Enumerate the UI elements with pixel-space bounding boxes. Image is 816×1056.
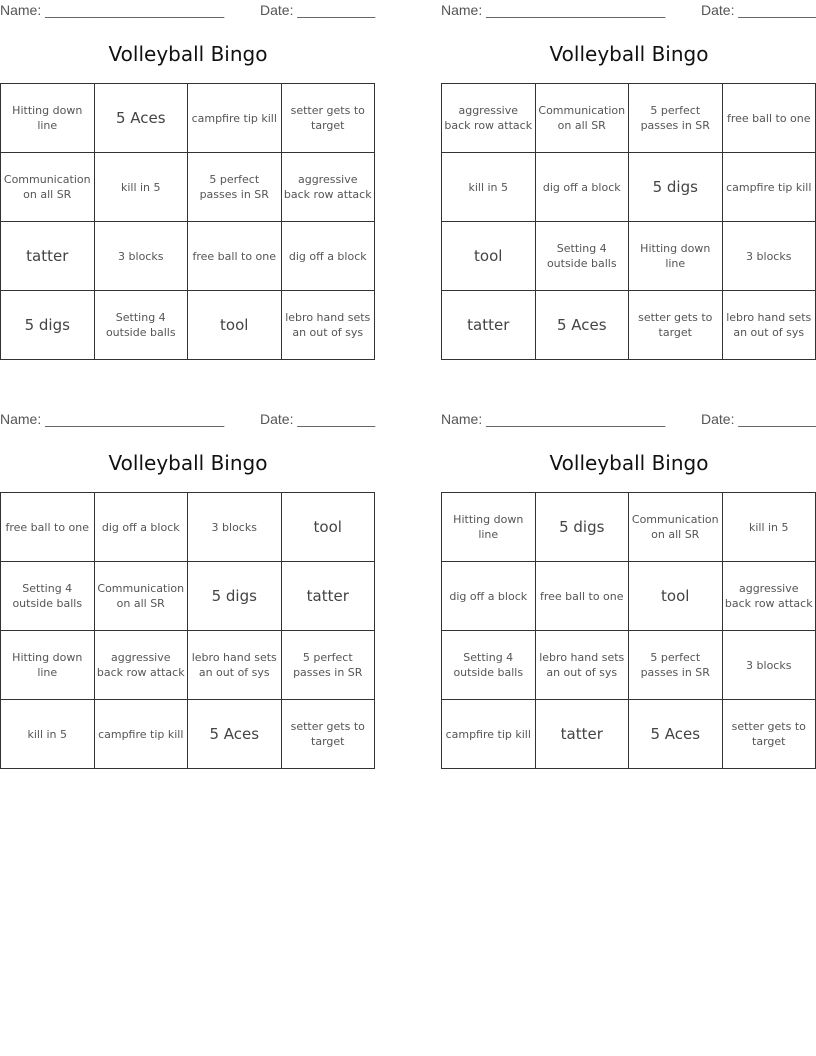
bingo-cell: Hitting down line	[629, 222, 723, 291]
grid-row	[1, 222, 375, 291]
bingo-cell: 3 blocks	[188, 493, 282, 562]
bingo-grid	[0, 83, 375, 360]
bingo-cell: Hitting down line	[1, 631, 95, 700]
name-field-label[interactable]: Name: _______________________	[0, 2, 225, 18]
bingo-cell: aggressive back row attack	[722, 562, 816, 631]
bingo-cell: Setting 4 outside balls	[442, 631, 536, 700]
grid-row	[1, 153, 375, 222]
bingo-cell: 5 Aces	[94, 84, 188, 153]
bingo-card-4	[441, 409, 816, 789]
bingo-cell: lebro hand sets an out of sys	[535, 631, 629, 700]
bingo-grid	[441, 83, 816, 360]
bingo-card-1	[0, 0, 376, 380]
bingo-cell: Setting 4 outside balls	[535, 222, 629, 291]
bingo-cell: kill in 5	[94, 153, 188, 222]
bingo-cell: tatter	[442, 291, 536, 360]
bingo-cell: dig off a block	[94, 493, 188, 562]
bingo-cell: kill in 5	[722, 493, 816, 562]
bingo-cell: campfire tip kill	[188, 84, 282, 153]
bingo-cell: 5 perfect passes in SR	[629, 631, 723, 700]
grid-row	[442, 562, 816, 631]
bingo-cell: lebro hand sets an out of sys	[281, 291, 375, 360]
bingo-card-2	[441, 0, 816, 380]
bingo-cell: Hitting down line	[442, 493, 536, 562]
grid-row	[442, 493, 816, 562]
grid-row	[442, 84, 816, 153]
card-header	[441, 2, 816, 20]
bingo-cell: aggressive back row attack	[442, 84, 536, 153]
bingo-cell: campfire tip kill	[722, 153, 816, 222]
bingo-cell: Setting 4 outside balls	[1, 562, 95, 631]
grid-row	[442, 700, 816, 769]
bingo-grid	[441, 492, 816, 769]
card-title: Volleyball Bingo	[549, 42, 709, 66]
bingo-cell: tatter	[1, 222, 95, 291]
bingo-cell: setter gets to target	[629, 291, 723, 360]
name-field-label[interactable]: Name: _______________________	[441, 2, 666, 18]
bingo-card-3	[0, 409, 376, 789]
bingo-cell: tool	[188, 291, 282, 360]
grid-row	[1, 84, 375, 153]
bingo-cell: setter gets to target	[281, 700, 375, 769]
grid-row	[1, 493, 375, 562]
grid-row	[1, 291, 375, 360]
bingo-cell: 5 digs	[535, 493, 629, 562]
bingo-cell: tatter	[535, 700, 629, 769]
bingo-cell: Communication on all SR	[94, 562, 188, 631]
bingo-cell: free ball to one	[535, 562, 629, 631]
grid-row	[442, 222, 816, 291]
bingo-cell: 5 perfect passes in SR	[281, 631, 375, 700]
date-field-label[interactable]: Date: __________	[260, 411, 376, 427]
grid-row	[442, 291, 816, 360]
card-header	[0, 411, 376, 429]
grid-row	[1, 562, 375, 631]
bingo-cell: setter gets to target	[281, 84, 375, 153]
bingo-cell: Communication on all SR	[535, 84, 629, 153]
bingo-cell: 5 digs	[629, 153, 723, 222]
bingo-cell: 5 Aces	[188, 700, 282, 769]
bingo-cell: 5 digs	[1, 291, 95, 360]
bingo-cell: 5 digs	[188, 562, 282, 631]
bingo-cell: tatter	[281, 562, 375, 631]
grid-row	[442, 153, 816, 222]
bingo-cell: 5 Aces	[629, 700, 723, 769]
bingo-cell: Setting 4 outside balls	[94, 291, 188, 360]
grid-row	[442, 631, 816, 700]
bingo-cell: 5 perfect passes in SR	[188, 153, 282, 222]
bingo-cell: free ball to one	[1, 493, 95, 562]
bingo-cell: dig off a block	[535, 153, 629, 222]
bingo-cell: tool	[629, 562, 723, 631]
bingo-cell: tool	[442, 222, 536, 291]
name-field-label[interactable]: Name: _______________________	[441, 411, 666, 427]
bingo-cell: campfire tip kill	[442, 700, 536, 769]
bingo-cell: Communication on all SR	[629, 493, 723, 562]
card-title: Volleyball Bingo	[108, 42, 268, 66]
date-field-label[interactable]: Date: __________	[701, 411, 816, 427]
bingo-cell: free ball to one	[722, 84, 816, 153]
bingo-cell: 3 blocks	[722, 631, 816, 700]
bingo-cell: lebro hand sets an out of sys	[722, 291, 816, 360]
card-title: Volleyball Bingo	[549, 451, 709, 475]
card-title: Volleyball Bingo	[108, 451, 268, 475]
date-field-label[interactable]: Date: __________	[701, 2, 816, 18]
bingo-cell: Hitting down line	[1, 84, 95, 153]
card-header	[0, 2, 376, 20]
bingo-cell: campfire tip kill	[94, 700, 188, 769]
bingo-cell: setter gets to target	[722, 700, 816, 769]
bingo-cell: 3 blocks	[722, 222, 816, 291]
bingo-cell: 5 perfect passes in SR	[629, 84, 723, 153]
bingo-cell: kill in 5	[1, 700, 95, 769]
bingo-cell: free ball to one	[188, 222, 282, 291]
card-header	[441, 411, 816, 429]
bingo-cell: aggressive back row attack	[281, 153, 375, 222]
bingo-cell: Communication on all SR	[1, 153, 95, 222]
name-field-label[interactable]: Name: _______________________	[0, 411, 225, 427]
grid-row	[1, 700, 375, 769]
bingo-cell: lebro hand sets an out of sys	[188, 631, 282, 700]
bingo-grid	[0, 492, 375, 769]
bingo-cell: dig off a block	[442, 562, 536, 631]
bingo-cell: kill in 5	[442, 153, 536, 222]
bingo-cell: dig off a block	[281, 222, 375, 291]
bingo-cell: aggressive back row attack	[94, 631, 188, 700]
bingo-cell: 3 blocks	[94, 222, 188, 291]
bingo-cell: tool	[281, 493, 375, 562]
bingo-cell: 5 Aces	[535, 291, 629, 360]
grid-row	[1, 631, 375, 700]
date-field-label[interactable]: Date: __________	[260, 2, 376, 18]
